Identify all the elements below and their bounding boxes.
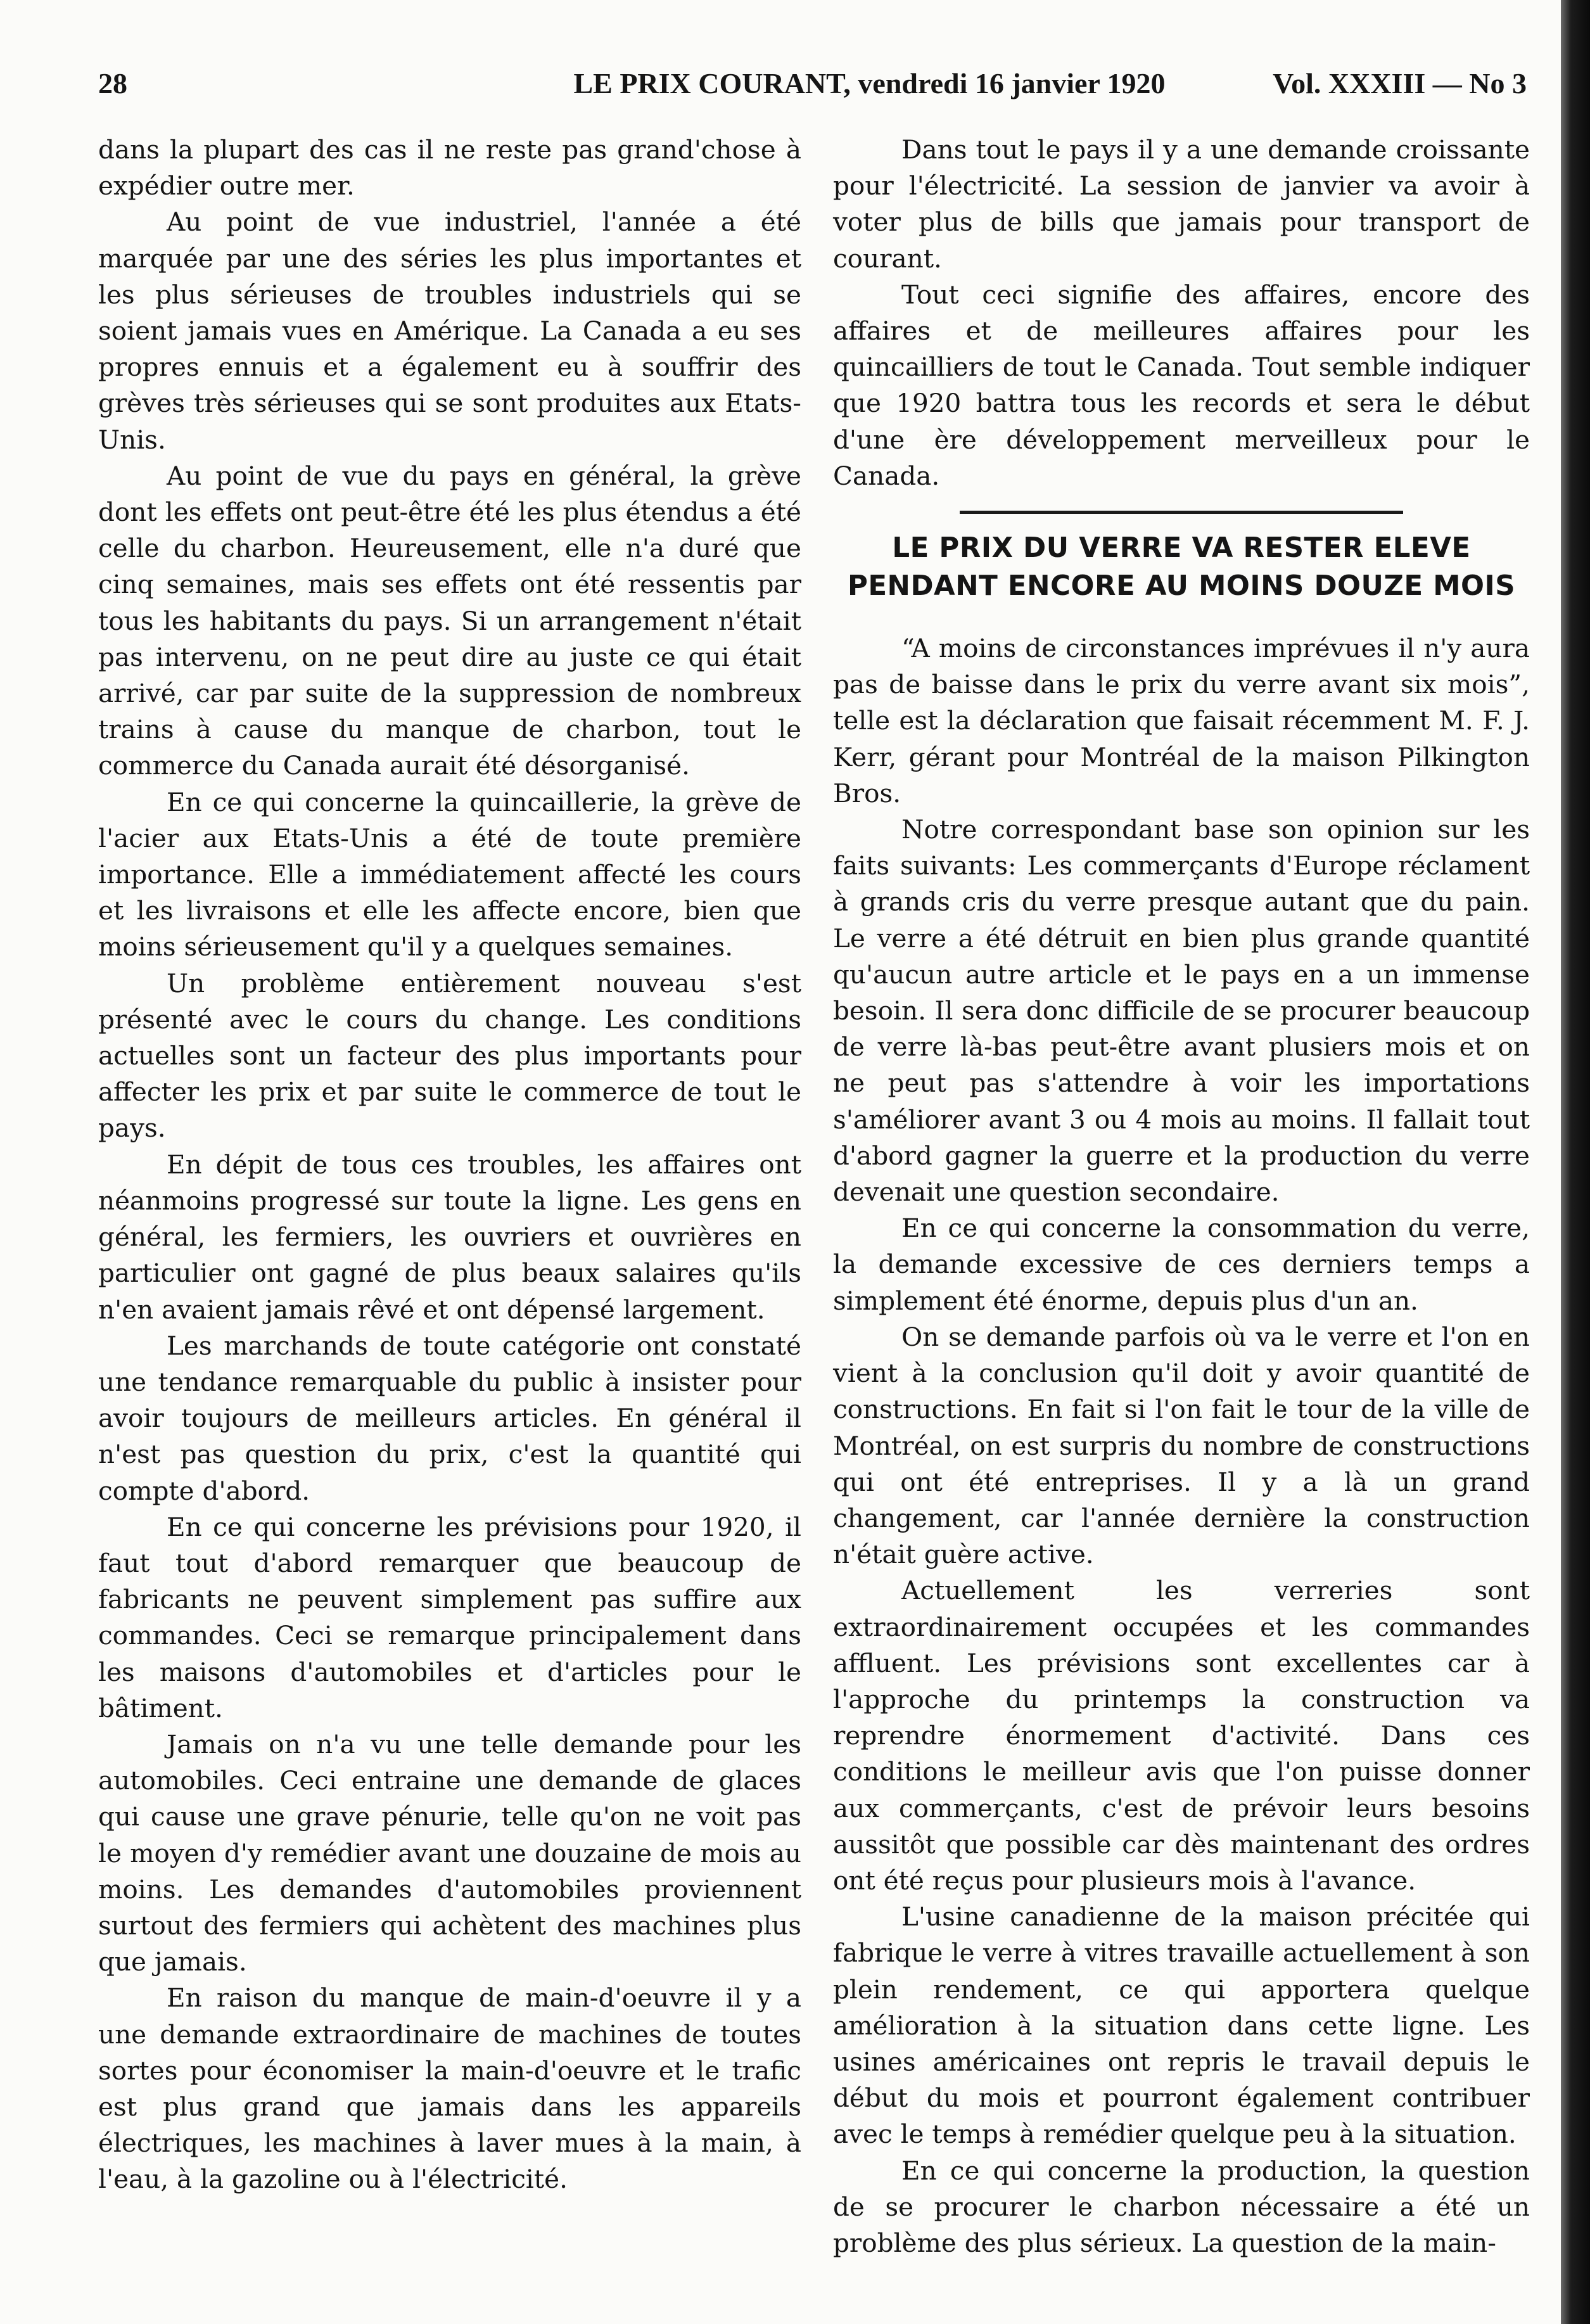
volume-number: Vol. XXXIII — No 3 [1273, 67, 1527, 99]
paragraph: Au point de vue industriel, l'année a été marquée par une des séries les plus importantes et les plus sérieuses de troubles industriels qui se soient jamais vues en Amérique. La Canada a eu ses propres ennuis et a également eu à souffrir des grèves très sérieuses qui se sont produites aux Etats-Unis. [98, 207, 801, 455]
paragraph: Les marchands de toute catégorie ont constaté une tendance remarquable du public à insister pour avoir toujours de meilleurs articles. En général il n'est pas question du prix, c'est la quantité qui compte d'abord. [98, 1330, 801, 1506]
paragraph: L'usine canadienne de la maison précitée qui fabrique le verre à vitres travaille actuellement à son plein rendement, ce qui apportera quelque amélioration à la situation dans cette ligne. Les usines américaines ont repris le travail depuis le début du mois et pourront également contribuer avec le temps à remédier quelque peu à la situation. [833, 1901, 1530, 2150]
paragraph: Actuellement les verreries sont extraordinairement occupées et les commandes affluent. Les prévisions sont excellentes car à l'approche du printemps la construction va reprendre énormement d'activité. Dans ces conditions le meilleur avis que l'on puisse donner aux commerçants, c'est de prévoir leurs besoins aussitôt que possible car dès maintenant des ordres ont été reçus pour plusieurs mois à l'avance. [833, 1575, 1530, 1896]
page-header [98, 58, 1527, 109]
section-divider [960, 511, 1403, 514]
paragraph: Notre correspondant base son opinion sur les faits suivants: Les commerçants d'Europe réclament à grands cris du verre presque autant que du pain. Le verre a été détruit en bien plus grande quantité qu'aucun autre article et le pays en a un immense besoin. Il sera donc difficile de se procurer beaucoup de verre là-bas peut-être avant plusiers mois et on ne peut pas s'attendre à voir les importations s'améliorer avant 3 ou 4 mois au moins. Il fallait tout d'abord gagner la guerre et la production du verre devenait une question secondaire. [833, 814, 1530, 1208]
scan-edge-shadow [1561, 0, 1590, 2324]
page-number: 28 [98, 67, 127, 99]
paragraph: En ce qui concerne les prévisions pour 1920, il faut tout d'abord remarquer que beaucoup de fabricants ne peuvent simplement pas suffire aux commandes. Ceci se remarque principalement dans les maisons d'automobiles et d'articles pour le bâtiment. [98, 1511, 801, 1723]
paragraph: Dans tout le pays il y a une demande croissante pour l'électricité. La session de janvier va avoir à voter plus de bills que jamais pour transport de courant. [833, 134, 1530, 274]
paragraph: En raison du manque de main-d'oeuvre il y a une demande extraordinaire de machines de toutes sortes pour économiser la main-d'oeuvre et le trafic est plus grand que jamais dans les appareils électriques, les machines à laver mues à la main, à l'eau, à la gazoline ou à l'électricité. [98, 1982, 801, 2195]
paragraph: “A moins de circonstances imprévues il n'y aura pas de baisse dans le prix du verre avant six mois”, telle est la déclaration que faisait récemment M. F. J. Kerr, gérant pour Montréal de la maison Pilkington Bros. [833, 633, 1530, 808]
paragraph: En ce qui concerne la consommation du verre, la demande excessive de ces derniers temps a simplement été énorme, depuis plus d'un an. [833, 1213, 1530, 1316]
paragraph: Tout ceci signifie des affaires, encore des affaires et de meilleures affaires pour les quincailliers de tout le Canada. Tout semble indiquer que 1920 battra tous les records et sera le début d'une ère développement merveilleux pour le Canada. [833, 279, 1530, 491]
paragraph: En ce qui concerne la production, la question de se procurer le charbon nécessaire a été un problème des plus sérieux. La question de la main- [833, 2155, 1530, 2258]
article-headline: LE PRIX DU VERRE VA RESTER ELEVE PENDANT ENCORE AU MOINS DOUZE MOIS [847, 532, 1516, 603]
paragraph: Un problème entièrement nouveau s'est présenté avec le cours du change. Les conditions actuelles sont un facteur des plus importants pour affecter les prix et par suite le commerce de tout le pays. [98, 967, 801, 1144]
paragraph: dans la plupart des cas il ne reste pas grand'chose à expédier outre mer. [98, 134, 801, 201]
paragraph: Au point de vue du pays en général, la grève dont les effets ont peut-être été les plus étendus a été celle du charbon. Heureusement, elle n'a duré que cinq semaines, mais ses effets ont été ressentis par tous les habitants du pays. Si un arrangement n'était pas intervenu, on ne peut dire au juste ce qui était arrivé, car par suite de la suppression de nombreux trains à cause du manque de charbon, tout le commerce du Canada aurait été désorganisé. [98, 460, 801, 781]
publication-title: LE PRIX COURANT, vendredi 16 janvier 1920 [573, 67, 1166, 99]
right-column [833, 132, 1530, 2261]
paragraph: On se demande parfois où va le verre et l'on en vient à la conclusion qu'il doit y avoir quantité de constructions. En fait si l'on fait le tour de la ville de Montréal, on est surpris du nombre de constructions qui ont été entreprises. Il y a là un grand changement, car l'année dernière la construction n'était guère active. [833, 1321, 1530, 1570]
paragraph: En dépit de tous ces troubles, les affaires ont néanmoins progressé sur toute la ligne. Les gens en général, les fermiers, les ouvriers et ouvrières en particulier ont gagné de plus beaux salaires qu'ils n'en avaient jamais rêvé et ont dépensé largement. [98, 1149, 801, 1325]
left-column [98, 132, 801, 2198]
paragraph: Jamais on n'a vu une telle demande pour les automobiles. Ceci entraine une demande de glaces qui cause une grave pénurie, telle qu'on ne voit pas le moyen d'y remédier avant une douzaine de mois au moins. Les demandes d'automobiles proviennent surtout des fermiers qui achètent des machines plus que jamais. [98, 1728, 801, 1977]
paragraph: En ce qui concerne la quincaillerie, la grève de l'acier aux Etats-Unis a été de toute première importance. Elle a immédiatement affecté les cours et les livraisons et elle les affecte encore, bien que moins sérieusement qu'il y a quelques semaines. [98, 786, 801, 962]
